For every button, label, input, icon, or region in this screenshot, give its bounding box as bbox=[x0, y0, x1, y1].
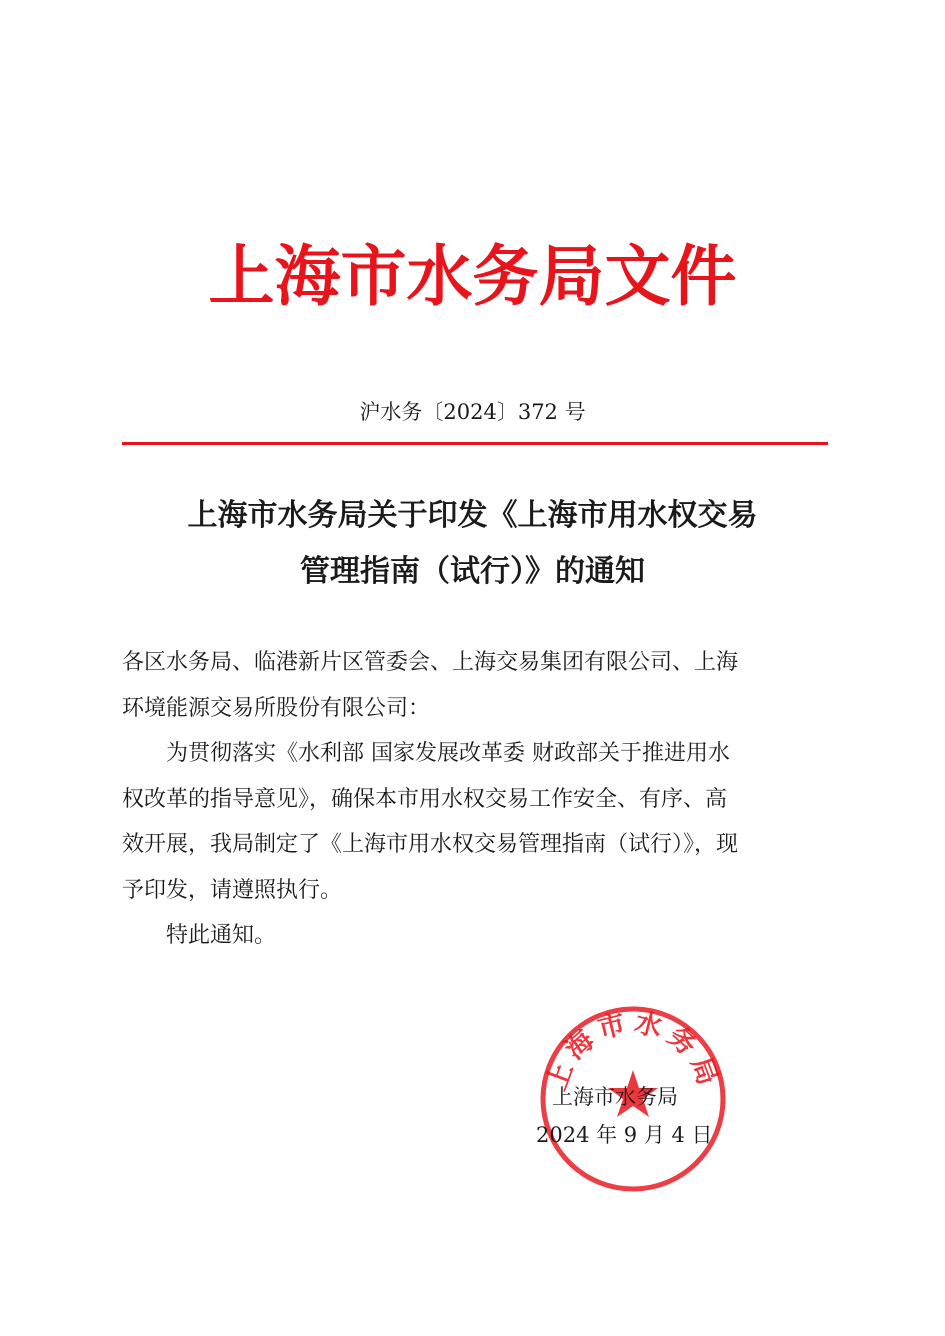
seal-text: 上海市水务局 bbox=[540, 1007, 726, 1095]
notice-body bbox=[122, 640, 827, 959]
body-paragraph-line-4: 予印发，请遵照执行。 bbox=[122, 877, 343, 903]
recipients-line-1: 各区水务局、临港新片区管委会、上海交易集团有限公司、上海 bbox=[122, 650, 739, 675]
body-paragraph-line-1: 为贯彻落实《水利部 国家发展改革委 财政部关于推进用水 bbox=[166, 741, 730, 766]
signature-organization: 上海市水务局 bbox=[552, 1085, 678, 1109]
document-header-title: 上海市水务局文件 bbox=[208, 238, 737, 315]
red-divider-line bbox=[122, 442, 828, 445]
signature-date: 2024 年 9 月 4 日 bbox=[536, 1123, 713, 1147]
notice-title-line-1: 上海市水务局关于印发《上海市用水权交易 bbox=[187, 498, 758, 533]
closing-line: 特此通知。 bbox=[166, 923, 277, 948]
recipients-line-2: 环境能源交易所股份有限公司： bbox=[122, 695, 431, 721]
body-paragraph-line-3: 效开展，我局制定了《上海市用水权交易管理指南（试行）》，现 bbox=[122, 832, 739, 857]
notice-title bbox=[120, 488, 825, 600]
body-paragraph-line-2: 权改革的指导意见》，确保本市用水权交易工作安全、有序、高 bbox=[122, 786, 728, 812]
document-number: 沪水务〔2024〕372 号 bbox=[359, 400, 586, 424]
notice-title-line-2: 管理指南（试行）》的通知 bbox=[300, 554, 645, 589]
